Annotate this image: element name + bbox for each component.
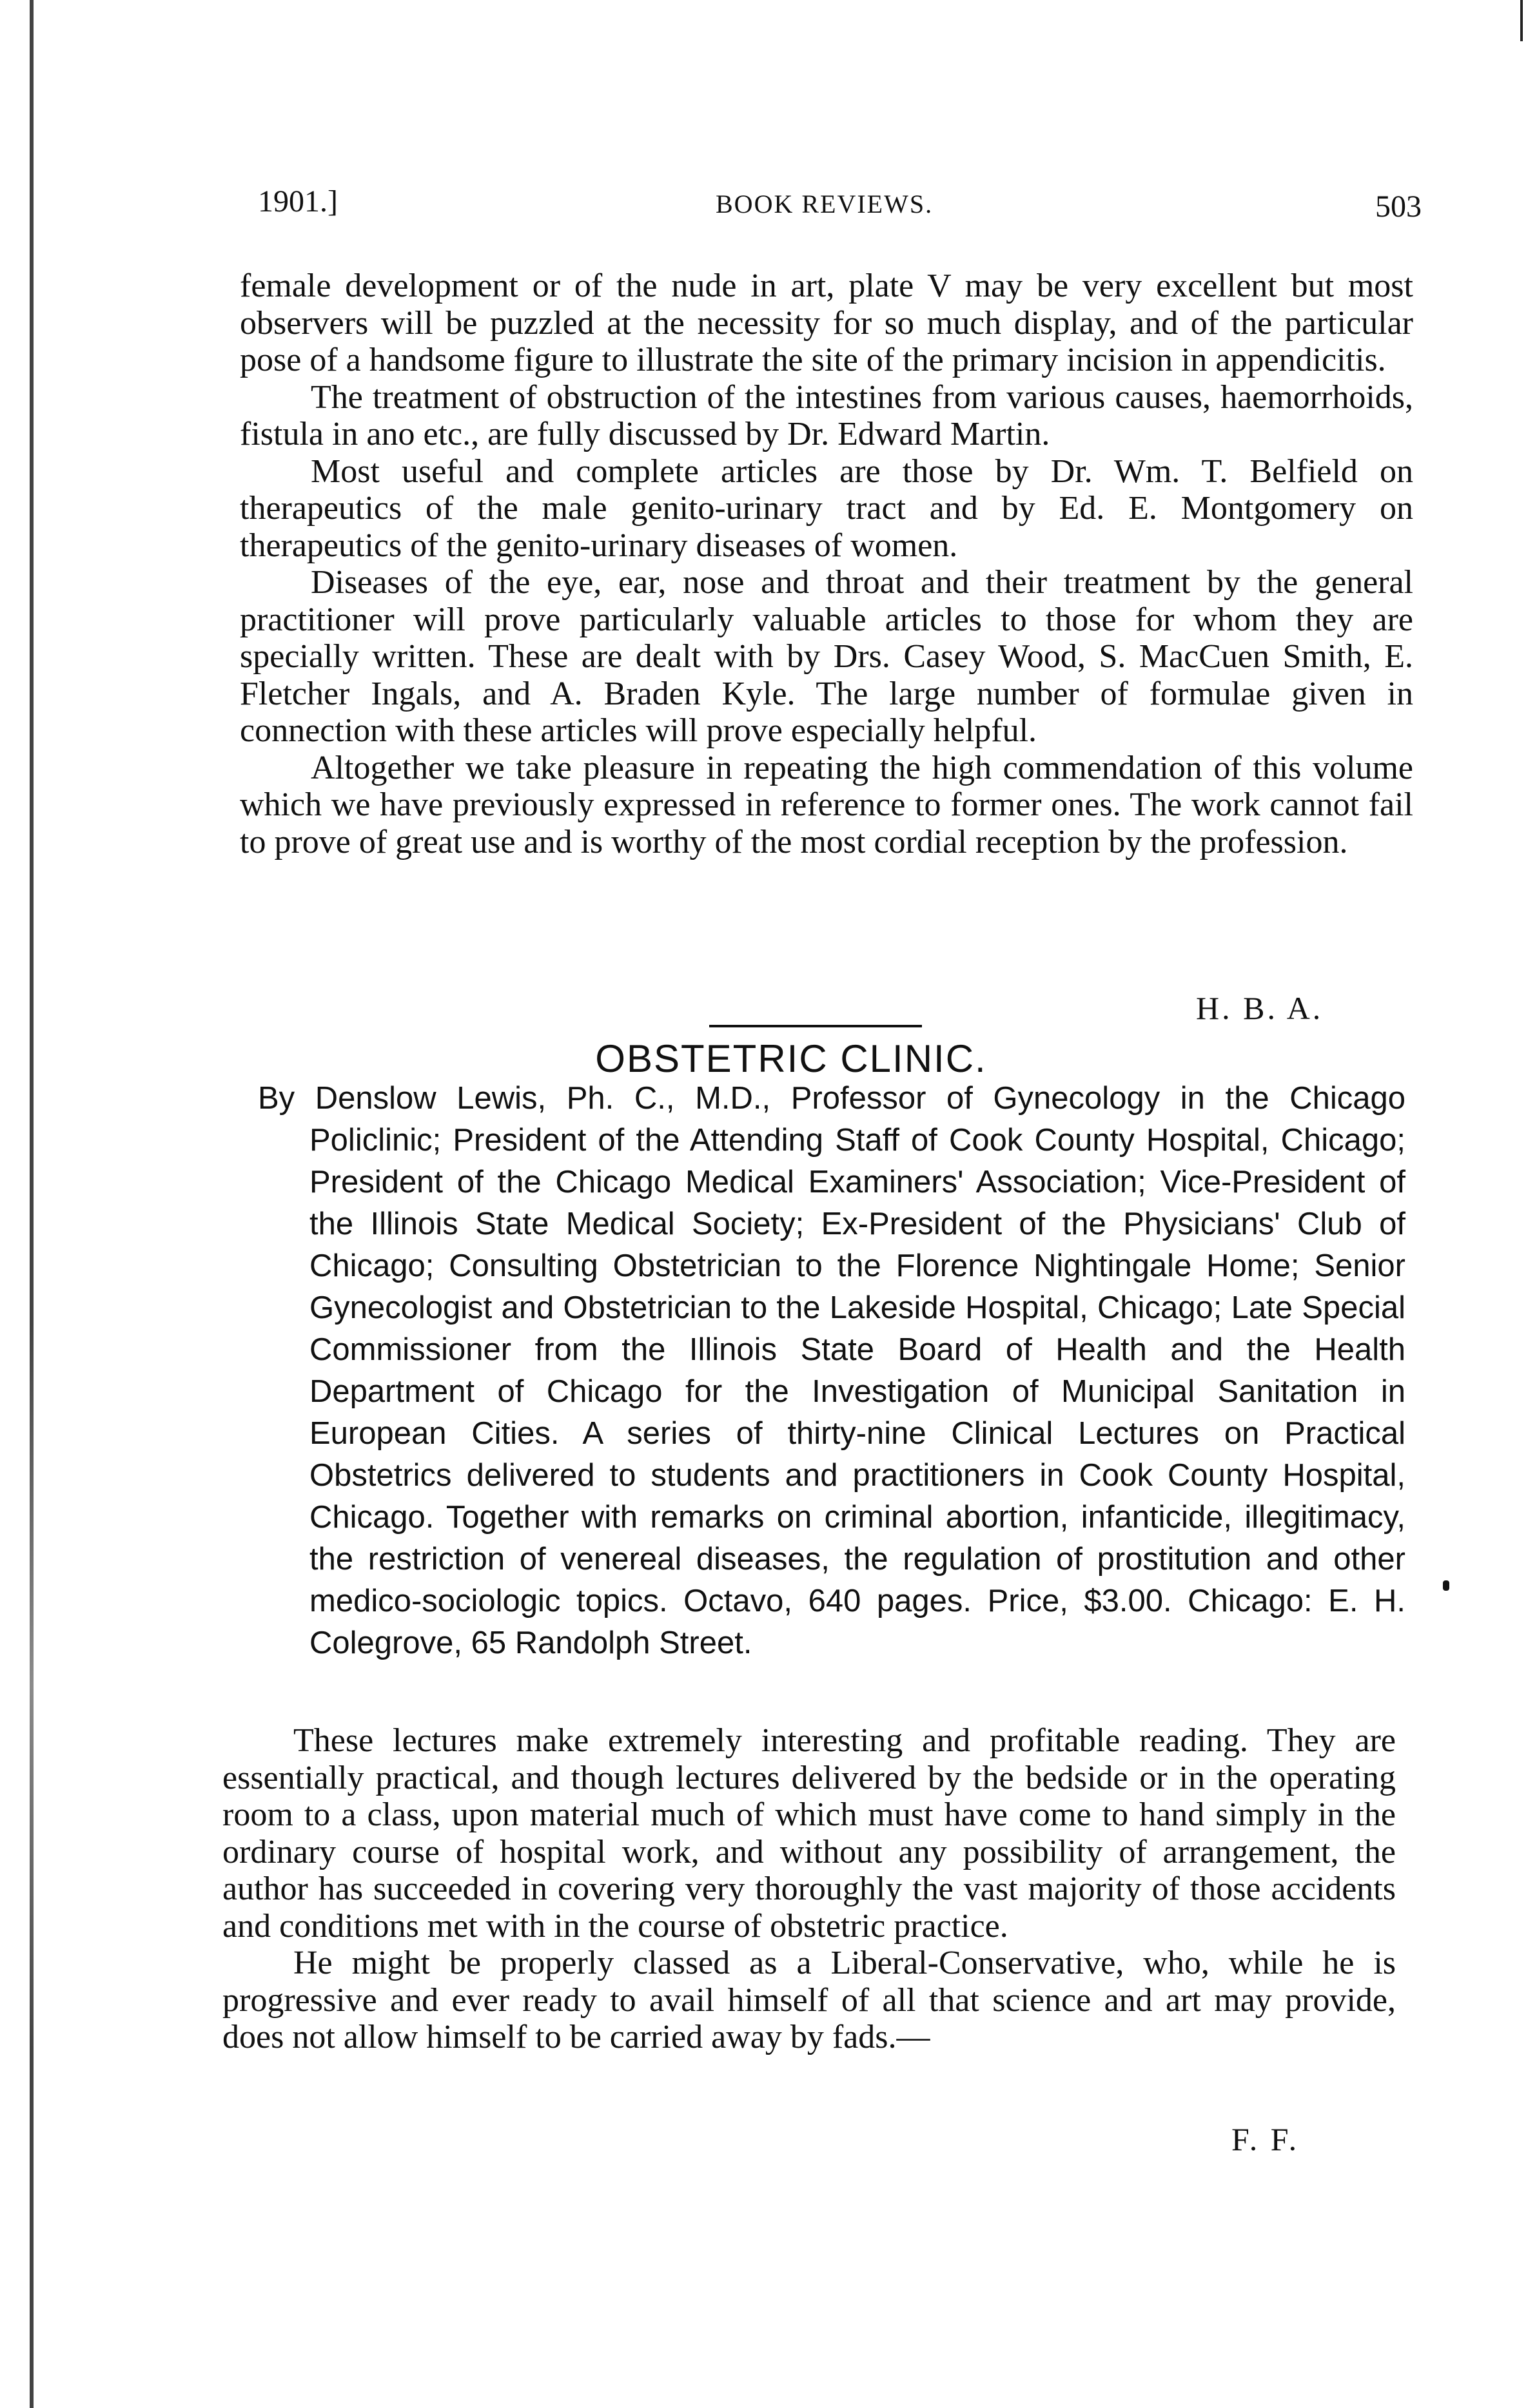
review-one-signature: H. B. A. [1196, 990, 1324, 1026]
review-two-body [222, 1722, 1396, 2056]
running-head-title: BOOK REVIEWS. [716, 189, 934, 218]
running-head-year: 1901.] [258, 184, 338, 218]
review-one-paragraph: Diseases of the eye, ear, nose and throat and their treatment by the general practitioner will prove particularly valuable articles to those for whom they are specially written. These are dealt with by Drs. Casey Wood, S. MacCuen Smith, E. Fletcher Ingals, and A. Braden Kyle. The large number of formulae given in connection with these articles will prove especially helpful. [240, 564, 1413, 749]
ink-speck [1443, 1580, 1449, 1591]
review-two-citation: By Denslow Lewis, Ph. C., M.D., Professor of Gynecology in the Chicago Policlinic; President of the Attending Staff of Cook County Hospital, Chicago; President of the Chicago Medical Examiners' Association; Vice-President of the Illinois State Medical Society; Ex-President of the Physicians' Club of Chicago; Consulting Obstetrician to the Florence Nightingale Home; Senior Gynecologist and Obstetrician to the Lakeside Hospital, Chicago; Late Special Commissioner from the Illinois State Board of Health and the Health Department of Chicago for the Investigation of Municipal Sanitation in European Cities. A series of thirty-nine Clinical Lectures on Practical Obstetrics delivered to students and practitioners in Cook County Hospital, Chicago. Together with remarks on criminal abortion, infanticide, illegitimacy, the restriction of venereal diseases, the regulation of prostitution and other medico-sociologic topics. Octavo, 640 pages. Price, $3.00. Chicago: E. H. Colegrove, 65 Randolph Street. [258, 1081, 1405, 1660]
review-two-paragraph: These lectures make extremely interesting and profitable reading. They are essentially practical, and though lectures delivered by the bedside or in the operating room to a class, upon material much of which must have come to hand simply in the ordinary course of hospital work, and without any possibility of arrangement, the author has succeeded in covering very thoroughly the vast majority of those accidents and conditions met with in the course of obstetric practice. [222, 1722, 1396, 1945]
page-number: 503 [1375, 189, 1422, 224]
review-one-paragraph: Altogether we take pleasure in repeating the high commendation of this volume which we have previously expressed in reference to former ones. The work cannot fail to prove of great use and is worthy of the most cordial reception by the profession. [240, 749, 1413, 860]
review-one-body [240, 267, 1413, 860]
review-one-paragraph: The treatment of obstruction of the intestines from various causes, haemorrhoids, fistula in ano etc., are fully discussed by Dr. Edward Martin. [240, 378, 1413, 452]
review-two-signature: F. F. [1231, 2121, 1300, 2157]
scan-right-edge-mark [1520, 0, 1523, 41]
running-head [258, 184, 1422, 229]
review-one-paragraph: female development or of the nude in art, plate V may be very excellent but most observers will be puzzled at the necessity for so much display, and of the particular pose of a handsome figure to illustrate the site of the primary incision in appendicitis. [240, 267, 1413, 378]
section-divider [709, 1025, 922, 1027]
review-one-paragraph: Most useful and complete articles are those by Dr. Wm. T. Belfield on therapeutics of the male genito-urinary tract and by Ed. E. Montgomery on therapeutics of the genito-urinary diseases of women. [240, 452, 1413, 564]
review-two-title: OBSTETRIC CLINIC. [595, 1037, 987, 1080]
review-two-paragraph: He might be properly classed as a Liberal-Conservative, who, while he is progressive and ever ready to avail himself of all that science and art may provide, does not allow himself to be carried away by fads.— [222, 1945, 1396, 2055]
scan-left-edge [30, 0, 34, 2408]
